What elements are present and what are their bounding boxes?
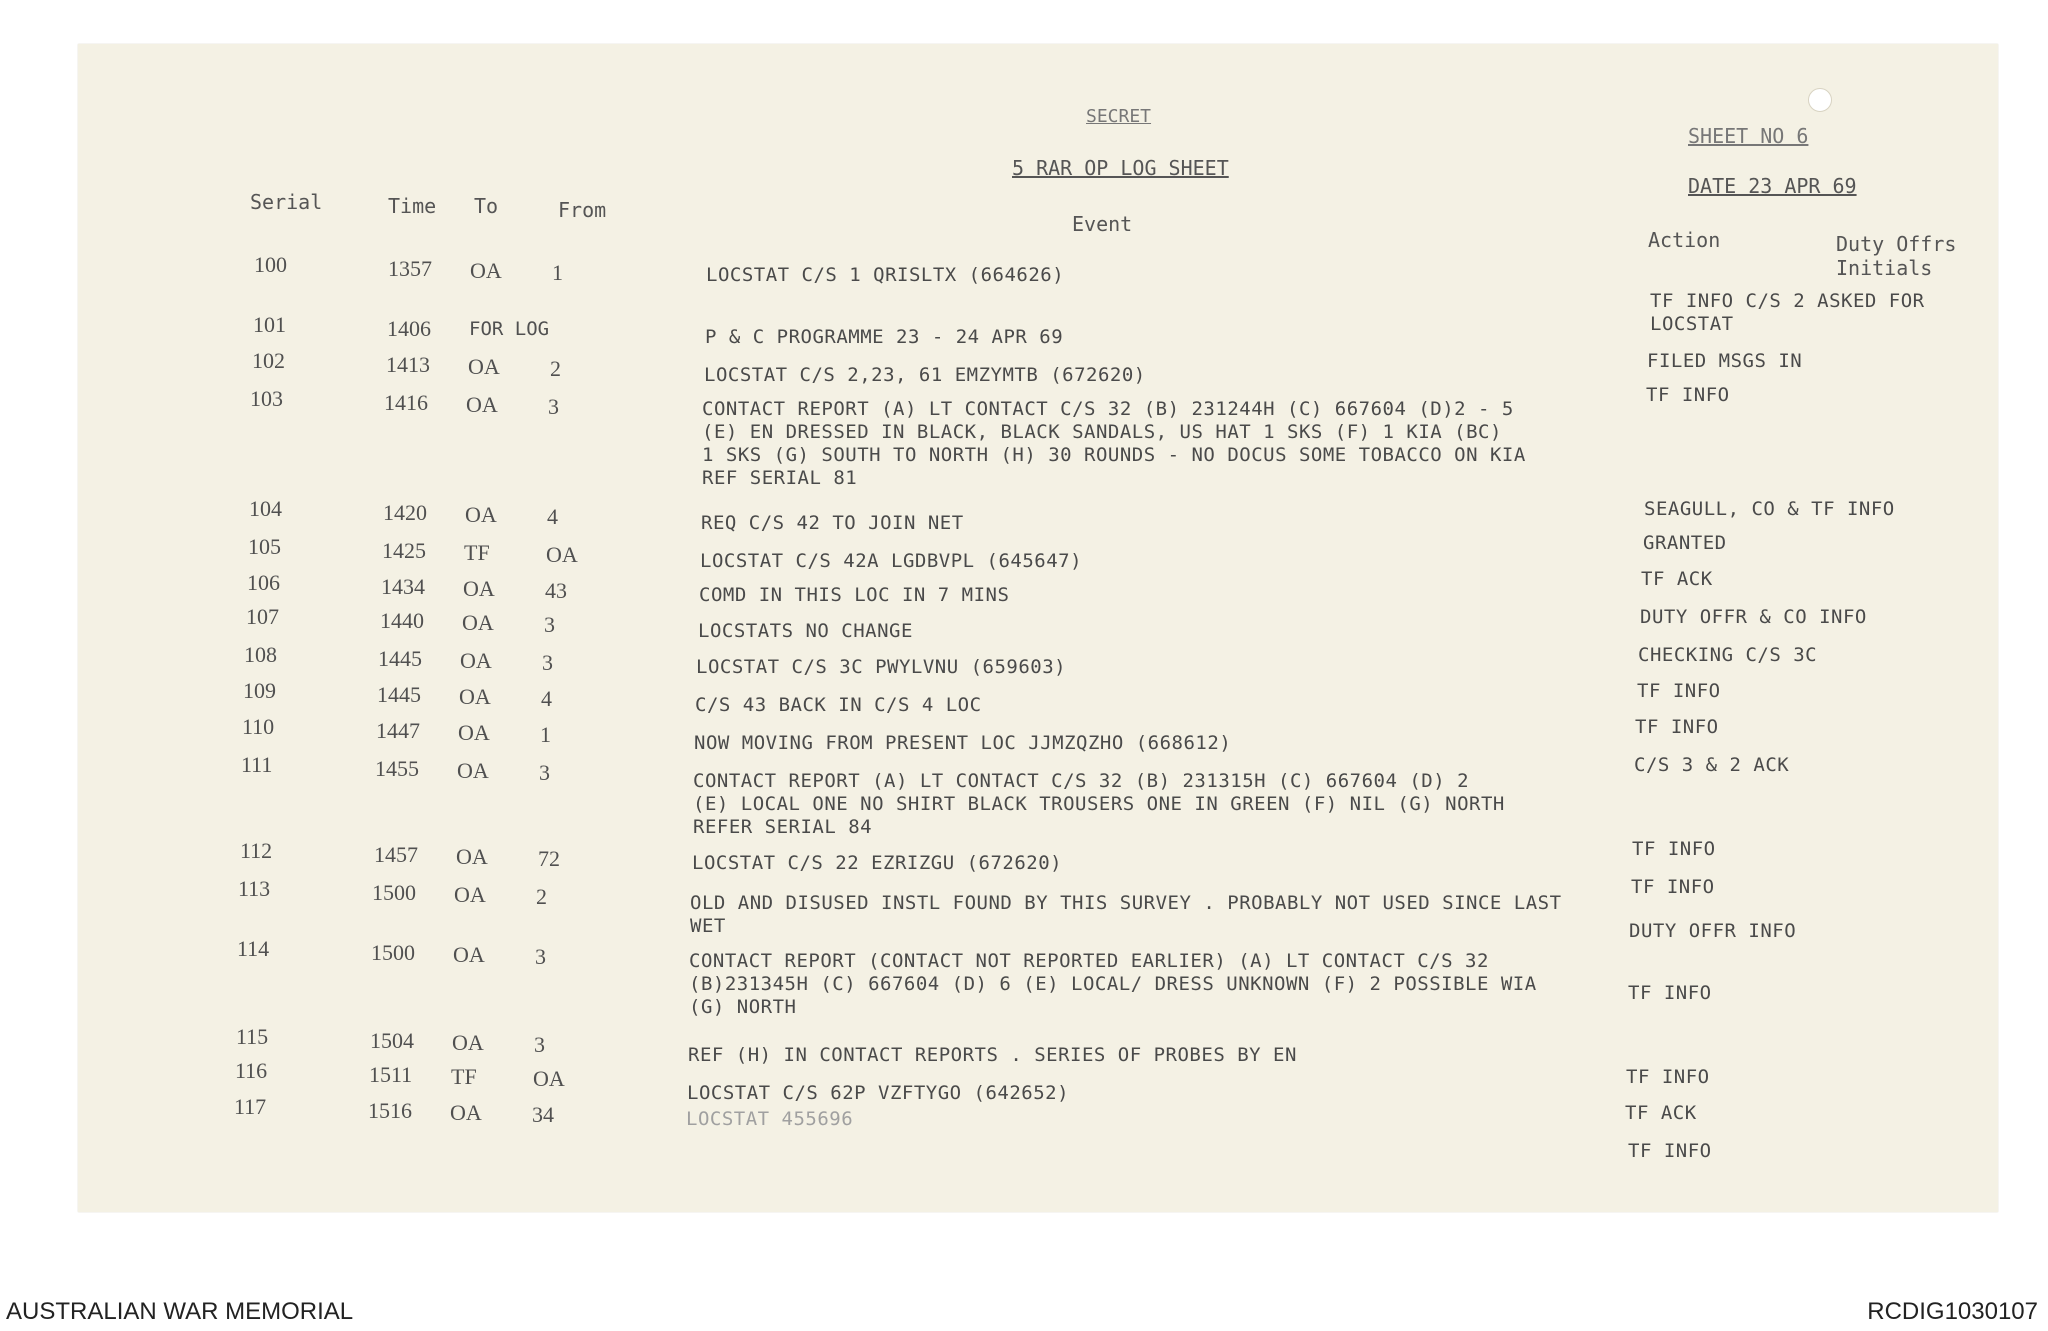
entry-action: TF INFO xyxy=(1635,716,1719,738)
entry-to: OA xyxy=(465,502,497,527)
entry-to: OA xyxy=(470,258,502,283)
entry-serial: 101 xyxy=(253,312,286,337)
entry-action: TF INFO xyxy=(1626,1066,1710,1088)
entry-event: CONTACT REPORT (CONTACT NOT REPORTED EARLIER) (A) LT CONTACT C/S 32 (B)231345H (C) 667604 (D) 6 (E) LOCAL/ DRESS UNKNOWN (F) 2 POSSIBLE WIA (G) NORTH xyxy=(689,950,1537,1018)
entry-to: OA xyxy=(459,684,491,709)
entry-action: FILED MSGS IN xyxy=(1647,350,1803,372)
entry-event: CONTACT REPORT (A) LT CONTACT C/S 32 (B) 231244H (C) 667604 (D)2 - 5 (E) EN DRESSED IN BLACK, BLACK SANDALS, US HAT 1 SKS (F) 1 KIA (BC) 1 SKS (G) SOUTH TO NORTH (H) 30 ROUNDS - NO DOCUS SOME TOBACCO ON KIA REF SERIAL 81 xyxy=(702,398,1526,489)
entry-event: LOCSTAT C/S 22 EZRIZGU (672620) xyxy=(692,852,1063,874)
entry-action: TF INFO xyxy=(1632,838,1716,860)
entry-serial: 103 xyxy=(250,386,283,411)
entry-from: 4 xyxy=(547,504,558,529)
entry-serial: 107 xyxy=(246,604,279,629)
entry-serial: 110 xyxy=(242,714,275,739)
entry-event: C/S 43 BACK IN C/S 4 LOC xyxy=(695,694,982,716)
entry-time: 1420 xyxy=(383,500,427,525)
entry-action: SEAGULL, CO & TF INFO xyxy=(1644,498,1895,520)
entry-to: OA xyxy=(453,942,485,967)
entry-time: 1445 xyxy=(378,646,422,671)
col-header-from: From xyxy=(558,198,607,222)
entry-action: C/S 3 & 2 ACK xyxy=(1634,754,1790,776)
entry-from: 3 xyxy=(544,612,555,637)
entry-action: TF INFO xyxy=(1646,384,1730,406)
classification-marking: SECRET xyxy=(1086,106,1152,127)
footer-archive-name: AUSTRALIAN WAR MEMORIAL xyxy=(6,1298,354,1325)
entry-time: 1455 xyxy=(375,756,419,781)
entry-action: TF INFO xyxy=(1631,876,1715,898)
entry-time: 1516 xyxy=(368,1098,412,1123)
entry-serial: 111 xyxy=(241,752,273,777)
entry-from: OA xyxy=(533,1066,565,1091)
entry-time: 1406 xyxy=(387,316,431,341)
entry-serial: 106 xyxy=(247,570,280,595)
col-header-duty-initials: Duty Offrs Initials xyxy=(1836,232,1957,280)
entry-serial: 105 xyxy=(248,534,281,559)
entry-time: 1434 xyxy=(381,574,425,599)
entry-time: 1445 xyxy=(377,682,421,707)
entry-serial: 102 xyxy=(252,348,285,373)
entry-time: 1425 xyxy=(382,538,426,563)
entry-action: TF ACK xyxy=(1625,1102,1697,1124)
entry-from: 2 xyxy=(550,356,561,381)
entry-from: 72 xyxy=(538,846,560,871)
entry-time: 1357 xyxy=(388,256,432,281)
entry-event: LOCSTAT 455696 xyxy=(686,1108,854,1130)
entry-from: 2 xyxy=(536,884,547,909)
entry-serial: 113 xyxy=(238,876,271,901)
entry-serial: 115 xyxy=(236,1024,269,1049)
entry-action: DUTY OFFR & CO INFO xyxy=(1640,606,1867,628)
entry-to: OA xyxy=(450,1100,482,1125)
sheet-title: 5 RAR OP LOG SHEET xyxy=(1012,156,1229,180)
entry-event: LOCSTAT C/S 62P VZFTYGO (642652) xyxy=(687,1082,1070,1104)
entry-from: 1 xyxy=(540,722,551,747)
entry-time: 1457 xyxy=(374,842,418,867)
entry-event: LOCSTAT C/S 42A LGDBVPL (645647) xyxy=(700,550,1083,572)
entry-action: TF INFO C/S 2 ASKED FOR LOCSTAT xyxy=(1650,290,1925,335)
entry-serial: 100 xyxy=(254,252,287,277)
entry-time: 1500 xyxy=(372,880,416,905)
entry-to: TF xyxy=(451,1064,477,1089)
entry-to: OA xyxy=(466,392,498,417)
entry-to: OA xyxy=(468,354,500,379)
entry-to: OA xyxy=(460,648,492,673)
col-header-event: Event xyxy=(1072,212,1133,236)
entry-time: 1447 xyxy=(376,718,420,743)
entry-to: OA xyxy=(457,758,489,783)
entry-event: P & C PROGRAMME 23 - 24 APR 69 xyxy=(705,326,1064,348)
footer-record-id: RCDIG1030107 xyxy=(1867,1298,2038,1325)
entry-serial: 116 xyxy=(235,1058,268,1083)
sheet-date: DATE 23 APR 69 xyxy=(1688,174,1857,198)
entry-event: LOCSTAT C/S 3C PWYLVNU (659603) xyxy=(696,656,1067,678)
entry-action: CHECKING C/S 3C xyxy=(1638,644,1818,666)
entry-to: OA xyxy=(462,610,494,635)
punch-hole xyxy=(1808,88,1832,112)
entry-action: TF INFO xyxy=(1628,982,1712,1004)
entry-serial: 108 xyxy=(244,642,277,667)
col-header-serial: Serial xyxy=(250,190,323,214)
action-trailing: TF INFO xyxy=(1628,1140,1712,1162)
col-header-time: Time xyxy=(388,194,437,218)
entry-time: 1416 xyxy=(384,390,428,415)
entry-serial: 109 xyxy=(243,678,276,703)
entry-action: DUTY OFFR INFO xyxy=(1629,920,1797,942)
entry-event: CONTACT REPORT (A) LT CONTACT C/S 32 (B) 231315H (C) 667604 (D) 2 (E) LOCAL ONE NO SHIRT BLACK TROUSERS ONE IN GREEN (F) NIL (G) NORTH REFER SERIAL 84 xyxy=(693,770,1505,838)
entry-time: 1504 xyxy=(370,1028,414,1053)
entry-time: 1500 xyxy=(371,940,415,965)
entry-to: OA xyxy=(458,720,490,745)
entry-serial: 104 xyxy=(249,496,282,521)
entry-from: 43 xyxy=(545,578,567,603)
sheet-number: SHEET NO 6 xyxy=(1688,124,1809,148)
entry-event: NOW MOVING FROM PRESENT LOC JJMZQZHO (668612) xyxy=(694,732,1232,754)
entry-from: 4 xyxy=(541,686,552,711)
entry-event: REQ C/S 42 TO JOIN NET xyxy=(701,512,964,534)
entry-serial: 114 xyxy=(237,936,270,961)
entry-to: FOR LOG xyxy=(469,318,550,340)
entry-serial: 117 xyxy=(234,1094,267,1119)
entry-event: COMD IN THIS LOC IN 7 MINS xyxy=(699,584,1010,606)
entry-event: OLD AND DISUSED INSTL FOUND BY THIS SURVEY . PROBABLY NOT USED SINCE LAST WET xyxy=(690,892,1562,937)
entry-event: LOCSTAT C/S 1 QRISLTX (664626) xyxy=(706,264,1065,286)
entry-serial: 112 xyxy=(240,838,273,863)
entry-event: LOCSTATS NO CHANGE xyxy=(698,620,913,642)
entry-event: REF (H) IN CONTACT REPORTS . SERIES OF PROBES BY EN xyxy=(688,1044,1297,1066)
entry-time: 1440 xyxy=(380,608,424,633)
entry-to: OA xyxy=(456,844,488,869)
entry-time: 1511 xyxy=(369,1062,413,1087)
entry-to: OA xyxy=(454,882,486,907)
entry-event: LOCSTAT C/S 2,23, 61 EMZYMTB (672620) xyxy=(704,364,1146,386)
entry-from: OA xyxy=(546,542,578,567)
entry-action: TF INFO xyxy=(1637,680,1721,702)
col-header-action: Action xyxy=(1648,228,1721,252)
entry-from: 1 xyxy=(552,260,563,285)
entry-from: 3 xyxy=(539,760,550,785)
entry-to: TF xyxy=(464,540,490,565)
entry-action: GRANTED xyxy=(1643,532,1727,554)
entry-from: 3 xyxy=(535,944,546,969)
entry-from: 3 xyxy=(548,394,559,419)
entry-time: 1413 xyxy=(386,352,430,377)
entry-action: TF ACK xyxy=(1641,568,1713,590)
entry-from: 34 xyxy=(532,1102,554,1127)
entry-to: OA xyxy=(463,576,495,601)
entry-to: OA xyxy=(452,1030,484,1055)
entry-from: 3 xyxy=(542,650,553,675)
col-header-to: To xyxy=(474,194,499,218)
entry-from: 3 xyxy=(534,1032,545,1057)
